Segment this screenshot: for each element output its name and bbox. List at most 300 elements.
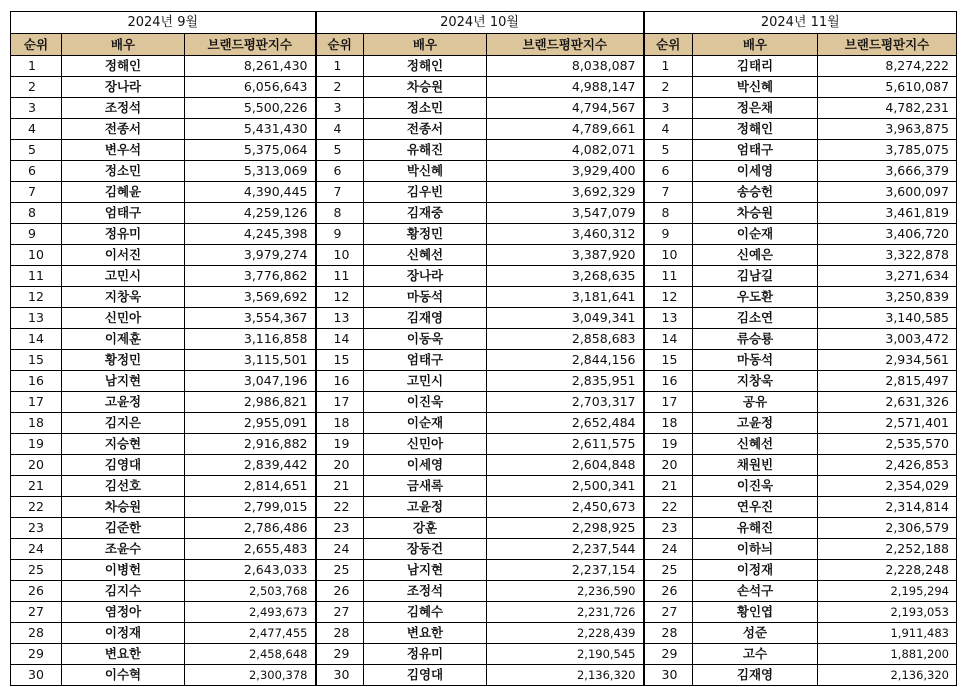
actor-name: 이동욱 xyxy=(364,329,487,350)
brand-score: 2,535,570 xyxy=(818,434,957,455)
rank-cell: 3 xyxy=(644,98,693,119)
rank-cell: 29 xyxy=(644,644,693,665)
brand-score: 2,298,925 xyxy=(487,518,644,539)
rank-cell: 6 xyxy=(11,161,62,182)
brand-score: 2,252,188 xyxy=(818,539,957,560)
rank-cell: 28 xyxy=(644,623,693,644)
brand-score: 4,988,147 xyxy=(487,77,644,98)
brand-score: 2,306,579 xyxy=(818,518,957,539)
brand-score: 3,406,720 xyxy=(818,224,957,245)
rank-cell: 17 xyxy=(316,392,364,413)
rank-cell: 5 xyxy=(11,140,62,161)
actor-header: 배우 xyxy=(693,34,818,56)
rank-cell: 30 xyxy=(11,665,62,686)
brand-score: 4,245,398 xyxy=(185,224,316,245)
actor-name: 이세영 xyxy=(693,161,818,182)
actor-name: 신혜선 xyxy=(693,434,818,455)
table-row xyxy=(11,308,957,329)
table-row xyxy=(11,434,957,455)
rank-cell: 15 xyxy=(11,350,62,371)
brand-score: 2,916,882 xyxy=(185,434,316,455)
actor-name: 남지현 xyxy=(62,371,185,392)
rank-cell: 6 xyxy=(316,161,364,182)
brand-score: 2,786,486 xyxy=(185,518,316,539)
rank-cell: 8 xyxy=(644,203,693,224)
rank-header: 순위 xyxy=(11,34,62,56)
actor-name: 신혜선 xyxy=(364,245,487,266)
rank-cell: 10 xyxy=(644,245,693,266)
actor-name: 정소민 xyxy=(364,98,487,119)
actor-name: 고민시 xyxy=(364,371,487,392)
brand-score: 3,047,196 xyxy=(185,371,316,392)
brand-score: 2,814,651 xyxy=(185,476,316,497)
actor-name: 장나라 xyxy=(364,266,487,287)
rank-cell: 13 xyxy=(644,308,693,329)
actor-name: 엄태구 xyxy=(693,140,818,161)
brand-score: 3,461,819 xyxy=(818,203,957,224)
brand-score: 4,082,071 xyxy=(487,140,644,161)
actor-name: 차승원 xyxy=(62,497,185,518)
actor-name: 전종서 xyxy=(364,119,487,140)
rank-cell: 21 xyxy=(11,476,62,497)
actor-name: 엄태구 xyxy=(364,350,487,371)
score-header: 브랜드평판지수 xyxy=(818,34,957,56)
table-row xyxy=(11,329,957,350)
brand-score: 2,300,378 xyxy=(185,665,316,686)
brand-score: 3,322,878 xyxy=(818,245,957,266)
brand-score: 2,799,015 xyxy=(185,497,316,518)
rank-cell: 11 xyxy=(644,266,693,287)
brand-score: 3,181,641 xyxy=(487,287,644,308)
actor-name: 변요한 xyxy=(62,644,185,665)
actor-name: 정해인 xyxy=(364,56,487,77)
actor-name: 차승원 xyxy=(693,203,818,224)
brand-score: 2,655,483 xyxy=(185,539,316,560)
actor-name: 신예은 xyxy=(693,245,818,266)
table-row xyxy=(11,161,957,182)
brand-score: 2,934,561 xyxy=(818,350,957,371)
table-row xyxy=(11,98,957,119)
rank-cell: 18 xyxy=(316,413,364,434)
brand-score: 2,858,683 xyxy=(487,329,644,350)
rank-cell: 2 xyxy=(644,77,693,98)
actor-name: 정해인 xyxy=(693,119,818,140)
rank-cell: 26 xyxy=(316,581,364,602)
rank-cell: 15 xyxy=(316,350,364,371)
brand-score: 3,979,274 xyxy=(185,245,316,266)
rank-cell: 7 xyxy=(644,182,693,203)
rank-cell: 9 xyxy=(644,224,693,245)
month-title: 2024년 9월 xyxy=(11,12,316,34)
rank-cell: 2 xyxy=(316,77,364,98)
brand-score: 2,450,673 xyxy=(487,497,644,518)
rank-cell: 24 xyxy=(316,539,364,560)
rank-cell: 1 xyxy=(11,56,62,77)
score-header: 브랜드평판지수 xyxy=(487,34,644,56)
rank-cell: 28 xyxy=(11,623,62,644)
actor-name: 이정재 xyxy=(62,623,185,644)
brand-score: 2,136,320 xyxy=(487,665,644,686)
brand-score: 2,815,497 xyxy=(818,371,957,392)
actor-name: 이수혁 xyxy=(62,665,185,686)
brand-score: 4,390,445 xyxy=(185,182,316,203)
rank-cell: 18 xyxy=(644,413,693,434)
brand-score: 3,387,920 xyxy=(487,245,644,266)
rank-cell: 13 xyxy=(316,308,364,329)
actor-name: 지승현 xyxy=(62,434,185,455)
rank-cell: 26 xyxy=(644,581,693,602)
actor-name: 김재영 xyxy=(693,665,818,686)
actor-name: 정유미 xyxy=(62,224,185,245)
actor-name: 장나라 xyxy=(62,77,185,98)
actor-header: 배우 xyxy=(62,34,185,56)
table-row xyxy=(11,119,957,140)
table-row xyxy=(11,665,957,686)
actor-name: 강훈 xyxy=(364,518,487,539)
rank-header: 순위 xyxy=(316,34,364,56)
actor-name: 정해인 xyxy=(62,56,185,77)
actor-name: 김재영 xyxy=(364,308,487,329)
rank-cell: 10 xyxy=(11,245,62,266)
actor-name: 류승룡 xyxy=(693,329,818,350)
rank-cell: 17 xyxy=(11,392,62,413)
rank-cell: 1 xyxy=(644,56,693,77)
rank-cell: 25 xyxy=(316,560,364,581)
table-row xyxy=(11,392,957,413)
rank-cell: 29 xyxy=(11,644,62,665)
brand-score: 2,314,814 xyxy=(818,497,957,518)
actor-name: 신민아 xyxy=(62,308,185,329)
column-header-row xyxy=(11,34,957,56)
brand-score: 2,604,848 xyxy=(487,455,644,476)
brand-score: 2,835,951 xyxy=(487,371,644,392)
table-row xyxy=(11,77,957,98)
actor-name: 금새록 xyxy=(364,476,487,497)
table-row xyxy=(11,266,957,287)
rank-cell: 23 xyxy=(316,518,364,539)
brand-score: 8,038,087 xyxy=(487,56,644,77)
brand-score: 2,477,455 xyxy=(185,623,316,644)
month-title: 2024년 10월 xyxy=(316,12,644,34)
rank-cell: 16 xyxy=(11,371,62,392)
actor-name: 전종서 xyxy=(62,119,185,140)
table-row xyxy=(11,644,957,665)
brand-score: 3,116,858 xyxy=(185,329,316,350)
actor-name: 이순재 xyxy=(693,224,818,245)
brand-score: 2,986,821 xyxy=(185,392,316,413)
table-row xyxy=(11,560,957,581)
rank-cell: 17 xyxy=(644,392,693,413)
actor-name: 이하늬 xyxy=(693,539,818,560)
brand-score: 3,460,312 xyxy=(487,224,644,245)
table-row xyxy=(11,56,957,77)
actor-name: 이제훈 xyxy=(62,329,185,350)
actor-name: 염정아 xyxy=(62,602,185,623)
actor-name: 변우석 xyxy=(62,140,185,161)
brand-score: 2,237,544 xyxy=(487,539,644,560)
brand-score: 2,354,029 xyxy=(818,476,957,497)
brand-score: 6,056,643 xyxy=(185,77,316,98)
actor-name: 고민시 xyxy=(62,266,185,287)
rank-cell: 16 xyxy=(644,371,693,392)
rank-cell: 23 xyxy=(11,518,62,539)
actor-name: 성준 xyxy=(693,623,818,644)
rank-cell: 24 xyxy=(644,539,693,560)
brand-score: 2,571,401 xyxy=(818,413,957,434)
actor-name: 김지은 xyxy=(62,413,185,434)
brand-score: 2,643,033 xyxy=(185,560,316,581)
brand-score: 2,228,439 xyxy=(487,623,644,644)
actor-name: 김준한 xyxy=(62,518,185,539)
brand-score: 4,259,126 xyxy=(185,203,316,224)
brand-score: 3,600,097 xyxy=(818,182,957,203)
rank-cell: 25 xyxy=(644,560,693,581)
brand-score: 2,228,248 xyxy=(818,560,957,581)
actor-name: 이서진 xyxy=(62,245,185,266)
actor-name: 이진욱 xyxy=(364,392,487,413)
rank-cell: 20 xyxy=(316,455,364,476)
rank-cell: 11 xyxy=(316,266,364,287)
actor-name: 채원빈 xyxy=(693,455,818,476)
brand-score: 3,115,501 xyxy=(185,350,316,371)
table-row xyxy=(11,602,957,623)
brand-score: 3,785,075 xyxy=(818,140,957,161)
actor-name: 차승원 xyxy=(364,77,487,98)
actor-name: 이진욱 xyxy=(693,476,818,497)
brand-score: 3,003,472 xyxy=(818,329,957,350)
actor-name: 지창욱 xyxy=(693,371,818,392)
brand-score: 2,236,590 xyxy=(487,581,644,602)
rank-header: 순위 xyxy=(644,34,693,56)
table-row xyxy=(11,476,957,497)
brand-score: 2,195,294 xyxy=(818,581,957,602)
actor-name: 유해진 xyxy=(364,140,487,161)
rank-cell: 16 xyxy=(316,371,364,392)
rank-cell: 6 xyxy=(644,161,693,182)
rank-cell: 12 xyxy=(644,287,693,308)
rank-cell: 20 xyxy=(644,455,693,476)
rank-cell: 19 xyxy=(11,434,62,455)
brand-score: 2,231,726 xyxy=(487,602,644,623)
actor-name: 박신혜 xyxy=(693,77,818,98)
rank-cell: 22 xyxy=(644,497,693,518)
actor-name: 이세영 xyxy=(364,455,487,476)
actor-name: 정은채 xyxy=(693,98,818,119)
actor-name: 고수 xyxy=(693,644,818,665)
actor-name: 고윤정 xyxy=(364,497,487,518)
table-row xyxy=(11,182,957,203)
actor-name: 김재중 xyxy=(364,203,487,224)
actor-name: 장동건 xyxy=(364,539,487,560)
rank-cell: 12 xyxy=(11,287,62,308)
rank-cell: 9 xyxy=(11,224,62,245)
rank-cell: 26 xyxy=(11,581,62,602)
table-row xyxy=(11,497,957,518)
actor-name: 고윤정 xyxy=(62,392,185,413)
table-row xyxy=(11,203,957,224)
rank-cell: 7 xyxy=(316,182,364,203)
brand-score: 2,493,673 xyxy=(185,602,316,623)
actor-name: 우도환 xyxy=(693,287,818,308)
month-title: 2024년 11월 xyxy=(644,12,957,34)
brand-score: 2,193,053 xyxy=(818,602,957,623)
month-title-row xyxy=(11,12,957,34)
brand-score: 3,963,875 xyxy=(818,119,957,140)
actor-name: 이병헌 xyxy=(62,560,185,581)
rank-cell: 14 xyxy=(644,329,693,350)
rank-cell: 21 xyxy=(644,476,693,497)
brand-reputation-table xyxy=(10,11,957,686)
rank-cell: 2 xyxy=(11,77,62,98)
brand-score: 1,911,483 xyxy=(818,623,957,644)
table-row xyxy=(11,539,957,560)
brand-score: 5,313,069 xyxy=(185,161,316,182)
brand-score: 2,844,156 xyxy=(487,350,644,371)
brand-score: 3,692,329 xyxy=(487,182,644,203)
brand-score: 3,929,400 xyxy=(487,161,644,182)
brand-score: 2,237,154 xyxy=(487,560,644,581)
actor-name: 정소민 xyxy=(62,161,185,182)
rank-cell: 30 xyxy=(316,665,364,686)
actor-name: 황정민 xyxy=(62,350,185,371)
rank-cell: 14 xyxy=(11,329,62,350)
brand-score: 2,955,091 xyxy=(185,413,316,434)
brand-score: 4,782,231 xyxy=(818,98,957,119)
rank-cell: 22 xyxy=(11,497,62,518)
brand-score: 5,500,226 xyxy=(185,98,316,119)
rank-cell: 3 xyxy=(316,98,364,119)
table-row xyxy=(11,287,957,308)
actor-name: 황인엽 xyxy=(693,602,818,623)
table-row xyxy=(11,455,957,476)
rank-cell: 27 xyxy=(11,602,62,623)
brand-score: 4,789,661 xyxy=(487,119,644,140)
brand-score: 2,190,545 xyxy=(487,644,644,665)
rank-cell: 14 xyxy=(316,329,364,350)
ranking-rows xyxy=(11,56,957,686)
brand-score: 3,140,585 xyxy=(818,308,957,329)
actor-name: 박신혜 xyxy=(364,161,487,182)
actor-name: 이순재 xyxy=(364,413,487,434)
brand-score: 1,881,200 xyxy=(818,644,957,665)
table-row xyxy=(11,224,957,245)
actor-name: 김영대 xyxy=(62,455,185,476)
rank-cell: 22 xyxy=(316,497,364,518)
score-header: 브랜드평판지수 xyxy=(185,34,316,56)
actor-name: 김남길 xyxy=(693,266,818,287)
brand-score: 3,271,634 xyxy=(818,266,957,287)
rank-cell: 15 xyxy=(644,350,693,371)
rank-cell: 23 xyxy=(644,518,693,539)
actor-name: 고윤정 xyxy=(693,413,818,434)
table-row xyxy=(11,623,957,644)
table-row xyxy=(11,518,957,539)
brand-score: 2,458,648 xyxy=(185,644,316,665)
actor-name: 황정민 xyxy=(364,224,487,245)
actor-name: 유해진 xyxy=(693,518,818,539)
brand-score: 2,703,317 xyxy=(487,392,644,413)
brand-score: 8,274,222 xyxy=(818,56,957,77)
brand-score: 2,611,575 xyxy=(487,434,644,455)
brand-score: 4,794,567 xyxy=(487,98,644,119)
brand-score: 5,610,087 xyxy=(818,77,957,98)
table-row xyxy=(11,371,957,392)
rank-cell: 8 xyxy=(316,203,364,224)
actor-name: 마동석 xyxy=(693,350,818,371)
brand-score: 5,375,064 xyxy=(185,140,316,161)
table-row xyxy=(11,350,957,371)
actor-name: 손석구 xyxy=(693,581,818,602)
brand-score: 3,250,839 xyxy=(818,287,957,308)
table-row xyxy=(11,413,957,434)
brand-score: 2,503,768 xyxy=(185,581,316,602)
rank-cell: 28 xyxy=(316,623,364,644)
actor-name: 김혜수 xyxy=(364,602,487,623)
rank-cell: 7 xyxy=(11,182,62,203)
rank-cell: 4 xyxy=(644,119,693,140)
brand-score: 3,776,862 xyxy=(185,266,316,287)
table-row xyxy=(11,245,957,266)
rank-cell: 9 xyxy=(316,224,364,245)
actor-name: 공유 xyxy=(693,392,818,413)
actor-name: 변요한 xyxy=(364,623,487,644)
actor-name: 김소연 xyxy=(693,308,818,329)
rank-cell: 20 xyxy=(11,455,62,476)
actor-name: 김태리 xyxy=(693,56,818,77)
brand-score: 3,547,079 xyxy=(487,203,644,224)
actor-name: 마동석 xyxy=(364,287,487,308)
rank-cell: 27 xyxy=(316,602,364,623)
rank-cell: 27 xyxy=(644,602,693,623)
brand-score: 2,426,853 xyxy=(818,455,957,476)
actor-name: 정유미 xyxy=(364,644,487,665)
actor-name: 조정석 xyxy=(62,98,185,119)
actor-name: 김혜윤 xyxy=(62,182,185,203)
actor-name: 연우진 xyxy=(693,497,818,518)
rank-cell: 3 xyxy=(11,98,62,119)
rank-cell: 12 xyxy=(316,287,364,308)
rank-cell: 19 xyxy=(316,434,364,455)
table-row xyxy=(11,581,957,602)
actor-name: 지창욱 xyxy=(62,287,185,308)
rank-cell: 29 xyxy=(316,644,364,665)
actor-name: 송승헌 xyxy=(693,182,818,203)
brand-score: 3,554,367 xyxy=(185,308,316,329)
brand-score: 3,268,635 xyxy=(487,266,644,287)
rank-cell: 18 xyxy=(11,413,62,434)
rank-cell: 11 xyxy=(11,266,62,287)
actor-name: 엄태구 xyxy=(62,203,185,224)
actor-name: 김선호 xyxy=(62,476,185,497)
actor-name: 이정재 xyxy=(693,560,818,581)
rank-cell: 1 xyxy=(316,56,364,77)
brand-score: 2,631,326 xyxy=(818,392,957,413)
actor-name: 조윤수 xyxy=(62,539,185,560)
rank-cell: 30 xyxy=(644,665,693,686)
brand-score: 2,136,320 xyxy=(818,665,957,686)
rank-cell: 4 xyxy=(316,119,364,140)
rank-cell: 5 xyxy=(316,140,364,161)
brand-score: 2,500,341 xyxy=(487,476,644,497)
table-row xyxy=(11,140,957,161)
rank-cell: 24 xyxy=(11,539,62,560)
brand-score: 3,049,341 xyxy=(487,308,644,329)
actor-header: 배우 xyxy=(364,34,487,56)
rank-cell: 25 xyxy=(11,560,62,581)
rank-cell: 21 xyxy=(316,476,364,497)
brand-score: 8,261,430 xyxy=(185,56,316,77)
actor-name: 김영대 xyxy=(364,665,487,686)
